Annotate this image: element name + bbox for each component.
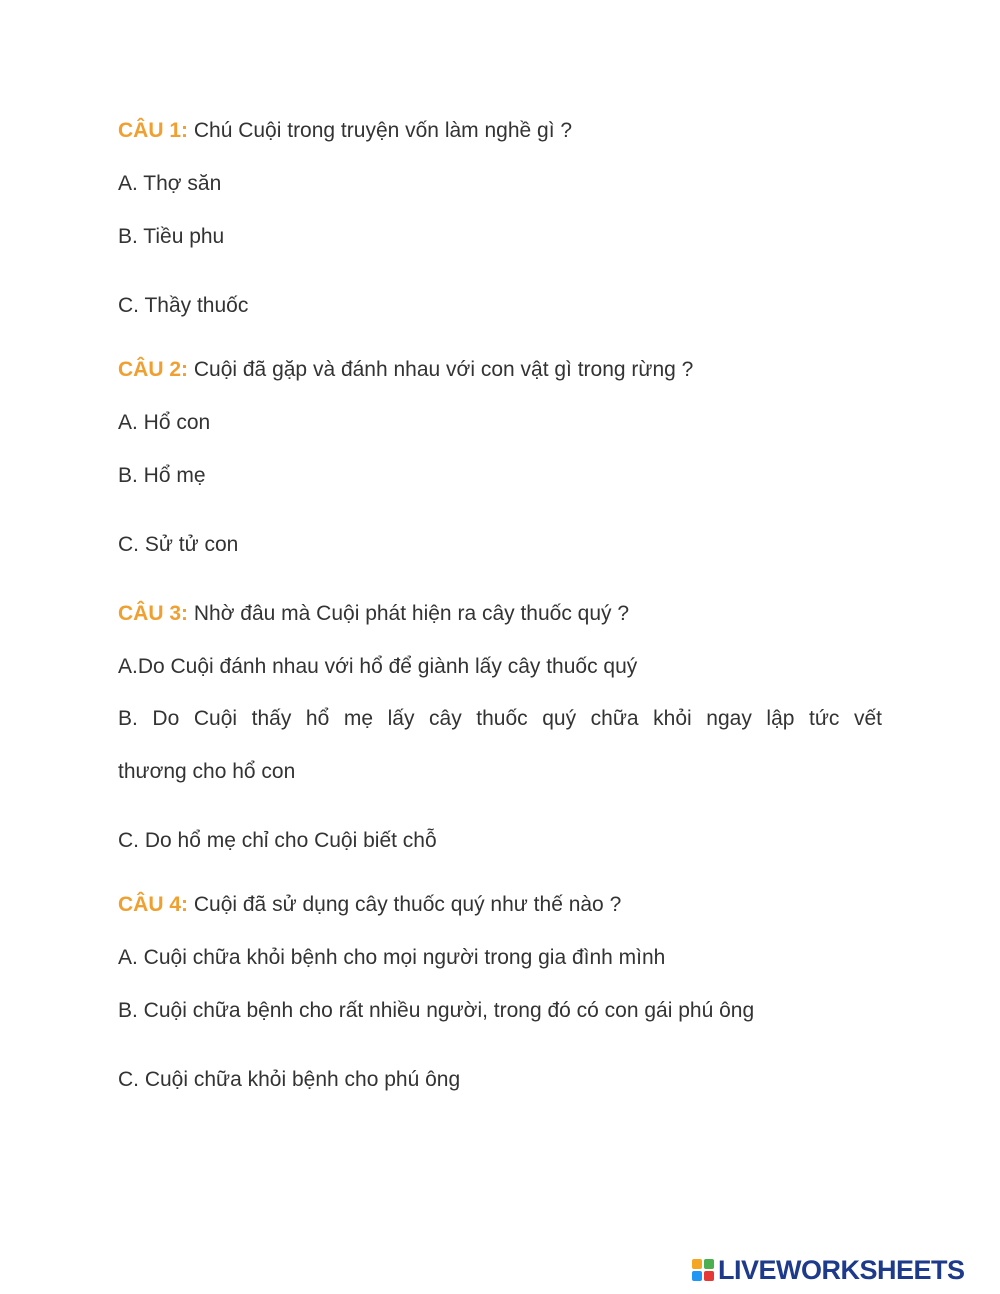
option-4c: C. Cuội chữa khỏi bệnh cho phú ông [118,1068,461,1091]
option-1a: A. Thợ săn [118,172,222,195]
question-1 [118,118,572,144]
option-1b: B. Tiều phu [118,225,225,248]
question-3 [118,601,629,627]
question-label: CÂU 2: [118,358,189,381]
option-2c: C. Sử tử con [118,533,239,556]
question-text: Cuội đã sử dụng cây thuốc quý như thế nào ? [188,893,622,916]
brand-name: LIVEWORKSHEETS [718,1254,965,1285]
option-3b-continued: thương cho hổ con [118,760,296,783]
option-3b: B. Do Cuội thấy hổ mẹ lấy cây thuốc quý chữa khỏi ngay lập tức vết [118,707,882,730]
question-label: CÂU 3: [118,602,189,625]
option-2a: A. Hổ con [118,411,211,434]
option-1c: C. Thầy thuốc [118,294,249,317]
question-4 [118,892,621,918]
question-text: Nhờ đâu mà Cuội phát hiện ra cây thuốc quý ? [188,602,630,625]
option-2b: B. Hổ mẹ [118,464,206,487]
liveworksheets-logo-icon [692,1259,714,1281]
option-4a: A. Cuội chữa khỏi bệnh cho mọi người trong gia đình mình [118,946,666,969]
question-label: CÂU 4: [118,893,189,916]
question-text: Cuội đã gặp và đánh nhau với con vật gì trong rừng ? [188,358,694,381]
liveworksheets-brand [692,1256,965,1284]
question-label: CÂU 1: [118,119,189,142]
option-4b: B. Cuội chữa bệnh cho rất nhiều người, trong đó có con gái phú ông [118,999,755,1022]
option-3c: C. Do hổ mẹ chỉ cho Cuội biết chỗ [118,829,437,852]
question-2 [118,357,693,383]
option-3a: A.Do Cuội đánh nhau với hổ để giành lấy cây thuốc quý [118,655,638,678]
question-text: Chú Cuội trong truyện vốn làm nghề gì ? [188,119,573,142]
